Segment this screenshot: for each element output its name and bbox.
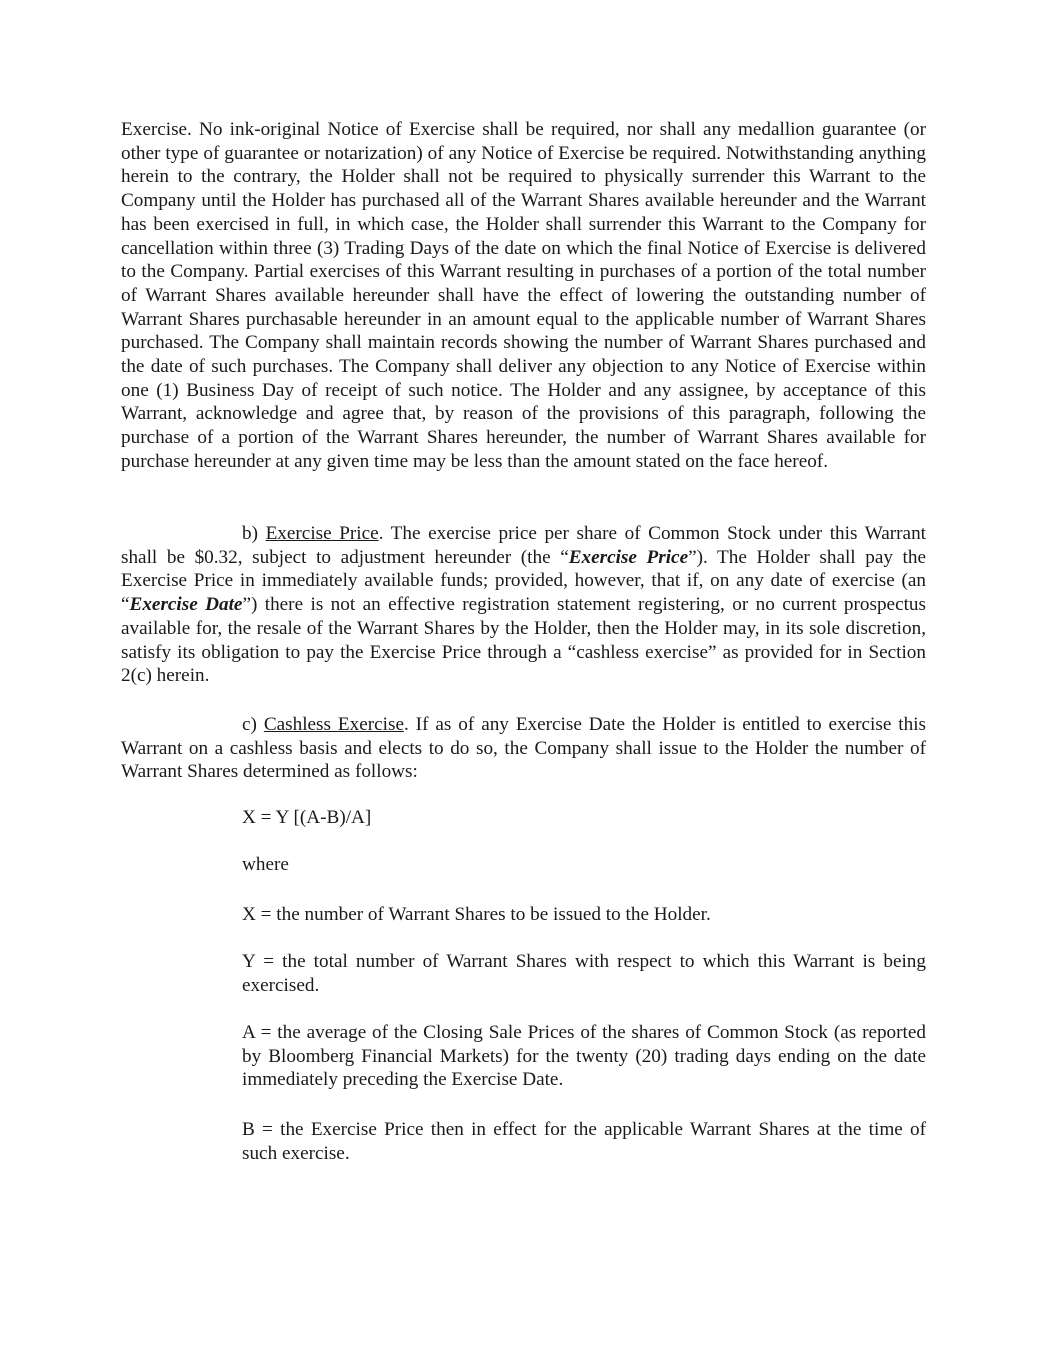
paragraph-section-b: [121, 522, 926, 688]
cashless-formula: X = Y [(A-B)/A]: [242, 807, 372, 828]
paragraph-exercise-continuation: [121, 118, 926, 474]
section-b-heading: Exercise Price: [265, 523, 379, 544]
section-b-text-1: . The exercise price per share of Common Stock under this Warrant shall be $0.32, subject to adjustment hereunder (the “: [121, 523, 926, 568]
section-c-label: c): [242, 714, 257, 735]
paragraph-text: Exercise. No ink-original Notice of Exercise shall be required, nor shall any medallion guarantee (or other type of guarantee or notarization) of any Notice of Exercise be required. Notwithstanding anything herein to the contrary, the Holder shall not be required to physically surrender this Warrant to the Company until the Holder has purchased all of the Warrant Shares available hereunder and the Warrant has been exercised in full, in which case, the Holder shall surrender this Warrant to the Company for cancellation within three (3) Trading Days of the date on which the final Notice of Exercise is delivered to the Company. Partial exercises of this Warrant resulting in purchases of a portion of the total number of Warrant Shares available hereunder shall have the effect of lowering the outstanding number of Warrant Shares purchasable hereunder in an amount equal to the applicable number of Warrant Shares purchased. The Company shall maintain records showing the number of Warrant Shares purchased and the date of such purchases. The Company shall deliver any objection to any Notice of Exercise within one (1) Business Day of receipt of such notice. The Holder and any assignee, by acceptance of this Warrant, acknowledge and agree that, by reason of the provisions of this paragraph, following the purchase of a portion of the Warrant Shares hereunder, the number of Warrant Shares available for purchase hereunder at any given time may be less than the amount stated on the face hereof.: [121, 119, 926, 472]
section-c-heading: Cashless Exercise: [263, 714, 404, 735]
section-b-label: b): [242, 523, 258, 544]
defined-term-exercise-price: Exercise Price: [568, 546, 689, 568]
definition-a: A = the average of the Closing Sale Prices of the shares of Common Stock (as reported by Bloomberg Financial Markets) for the twenty (20) trading days ending on the date immediately preceding the Exercise Date.: [242, 1022, 926, 1091]
section-c-text: . If as of any Exercise Date the Holder is entitled to exercise this Warrant on a cashless basis and elects to do so, the Company shall issue to the Holder the number of Warrant Shares determined as follows:: [121, 714, 927, 783]
formula-where: where: [242, 854, 289, 875]
definition-y: Y = the total number of Warrant Shares with respect to which this Warrant is being exercised.: [242, 951, 926, 996]
defined-term-exercise-date: Exercise Date: [129, 594, 243, 616]
definition-b: B = the Exercise Price then in effect for the applicable Warrant Shares at the time of such exercise.: [242, 1119, 926, 1164]
definition-x: X = the number of Warrant Shares to be issued to the Holder.: [242, 904, 711, 925]
paragraph-section-c: [121, 713, 926, 784]
section-b-text-3: ”) there is not an effective registration statement registering, or no current prospectus available for, the resale of the Warrant Shares by the Holder, then the Holder may, in its sole discretion, satisfy its obligation to pay the Exercise Price through a “cashless exercise” as provided for in Section 2(c) herein.: [121, 594, 926, 687]
section-b-text-2: ”). The Holder shall pay the Exercise Price in immediately available funds; provided, however, that if, on any date of exercise (an “: [121, 546, 926, 616]
